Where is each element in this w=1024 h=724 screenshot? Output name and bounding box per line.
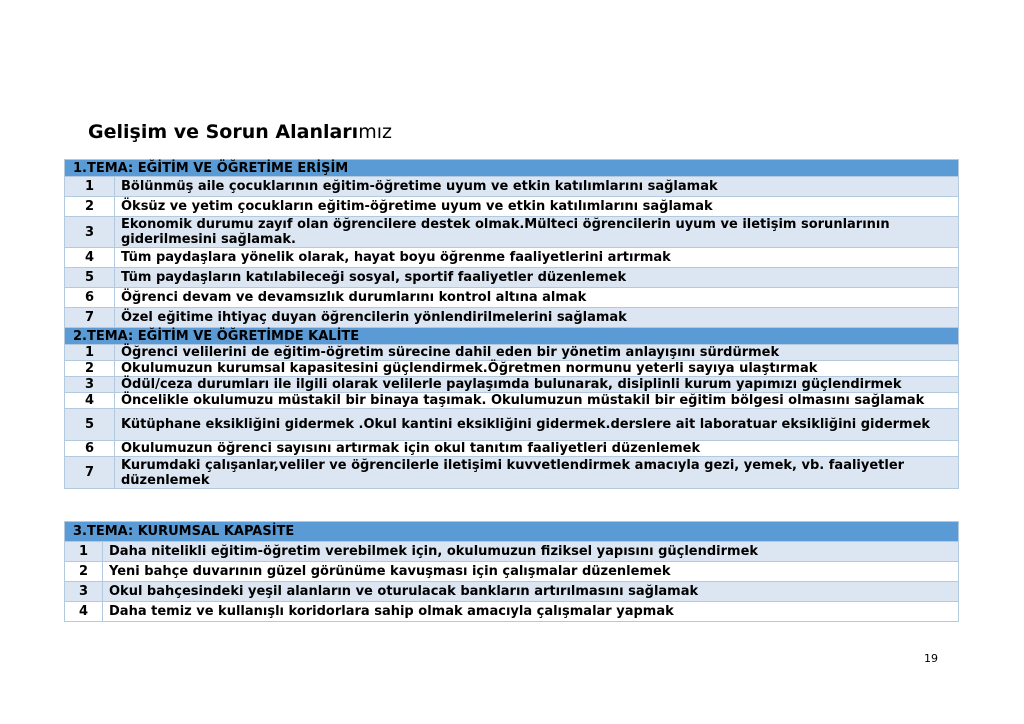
table-row	[65, 308, 959, 328]
row-number: 5	[65, 268, 115, 288]
table-row	[65, 177, 959, 197]
table-row	[65, 217, 959, 248]
row-text: Kurumdaki çalışanlar,veliler ve öğrencilerle iletişimi kuvvetlendirmek amacıyla gezi, yemek, vb. faaliyetler düzenlemek	[115, 457, 959, 489]
theme-1-header-row	[65, 160, 959, 177]
row-text: Yeni bahçe duvarının güzel görünüme kavuşması için çalışmalar düzenlemek	[103, 562, 959, 582]
table-row	[65, 441, 959, 457]
page-title	[88, 121, 392, 143]
row-text: Okulumuzun öğrenci sayısını artırmak için okul tanıtım faaliyetleri düzenlemek	[115, 441, 959, 457]
page-title-bold: Gelişim ve Sorun Alanları	[88, 121, 359, 143]
row-text: Tüm paydaşlara yönelik olarak, hayat boyu öğrenme faaliyetlerini artırmak	[115, 248, 959, 268]
row-number: 1	[65, 177, 115, 197]
table-row	[65, 345, 959, 361]
row-number: 1	[65, 542, 103, 562]
table-row	[65, 542, 959, 562]
theme-1-header: 1.TEMA: EĞİTİM VE ÖĞRETİME ERİŞİM	[65, 160, 959, 177]
row-text: Özel eğitime ihtiyaç duyan öğrencilerin yönlendirilmelerini sağlamak	[115, 308, 959, 328]
row-text: Öğrenci devam ve devamsızlık durumlarını kontrol altına almak	[115, 288, 959, 308]
row-text: Öksüz ve yetim çocukların eğitim-öğretime uyum ve etkin katılımlarını sağlamak	[115, 197, 959, 217]
row-number: 6	[65, 288, 115, 308]
row-number: 2	[65, 197, 115, 217]
theme-3-header-row	[65, 522, 959, 542]
theme-2-header: 2.TEMA: EĞİTİM VE ÖĞRETİMDE KALİTE	[65, 328, 959, 345]
table-row	[65, 393, 959, 409]
row-text: Daha temiz ve kullanışlı koridorlara sahip olmak amacıyla çalışmalar yapmak	[103, 602, 959, 622]
table-row	[65, 288, 959, 308]
themes-table-3	[64, 521, 959, 622]
row-text: Bölünmüş aile çocuklarının eğitim-öğretime uyum ve etkin katılımlarını sağlamak	[115, 177, 959, 197]
row-number: 4	[65, 602, 103, 622]
table-row	[65, 268, 959, 288]
table-row	[65, 457, 959, 489]
row-text: Okul bahçesindeki yeşil alanların ve oturulacak bankların artırılmasını sağlamak	[103, 582, 959, 602]
row-number: 7	[65, 457, 115, 489]
table-row	[65, 377, 959, 393]
table-row	[65, 248, 959, 268]
row-text: Daha nitelikli eğitim-öğretim verebilmek için, okulumuzun fiziksel yapısını güçlendirmek	[103, 542, 959, 562]
row-text: Okulumuzun kurumsal kapasitesini güçlendirmek.Öğretmen normunu yeterli sayıya ulaştırmak	[115, 361, 959, 377]
page-number: 19	[924, 652, 938, 665]
row-number: 5	[65, 409, 115, 441]
page-title-suffix: mız	[358, 121, 392, 143]
theme-2-header-row	[65, 328, 959, 345]
row-number: 7	[65, 308, 115, 328]
table-row	[65, 582, 959, 602]
row-number: 2	[65, 562, 103, 582]
row-text: Ekonomik durumu zayıf olan öğrencilere destek olmak.Mülteci öğrencilerin uyum ve iletişim sorunlarının giderilmesini sağlamak.	[115, 217, 959, 248]
row-number: 3	[65, 377, 115, 393]
theme-3-header: 3.TEMA: KURUMSAL KAPASİTE	[65, 522, 959, 542]
row-number: 4	[65, 248, 115, 268]
row-number: 2	[65, 361, 115, 377]
themes-table-1-2	[64, 159, 959, 489]
row-text: Ödül/ceza durumları ile ilgili olarak velilerle paylaşımda bulunarak, disiplinli kurum yapımızı güçlendirmek	[115, 377, 959, 393]
row-number: 1	[65, 345, 115, 361]
row-text: Öncelikle okulumuzu müstakil bir binaya taşımak. Okulumuzun müstakil bir eğitim bölgesi olmasını sağlamak	[115, 393, 959, 409]
row-text: Kütüphane eksikliğini gidermek .Okul kantini eksikliğini gidermek.derslere ait laboratuar eksikliğini gidermek	[115, 409, 959, 441]
row-text: Öğrenci velilerini de eğitim-öğretim sürecine dahil eden bir yönetim anlayışını sürdürmek	[115, 345, 959, 361]
table-row	[65, 409, 959, 441]
table-row	[65, 361, 959, 377]
row-number: 3	[65, 217, 115, 248]
row-number: 6	[65, 441, 115, 457]
row-text: Tüm paydaşların katılabileceği sosyal, sportif faaliyetler düzenlemek	[115, 268, 959, 288]
table-row	[65, 562, 959, 582]
table-row	[65, 197, 959, 217]
row-number: 3	[65, 582, 103, 602]
table-row	[65, 602, 959, 622]
row-number: 4	[65, 393, 115, 409]
